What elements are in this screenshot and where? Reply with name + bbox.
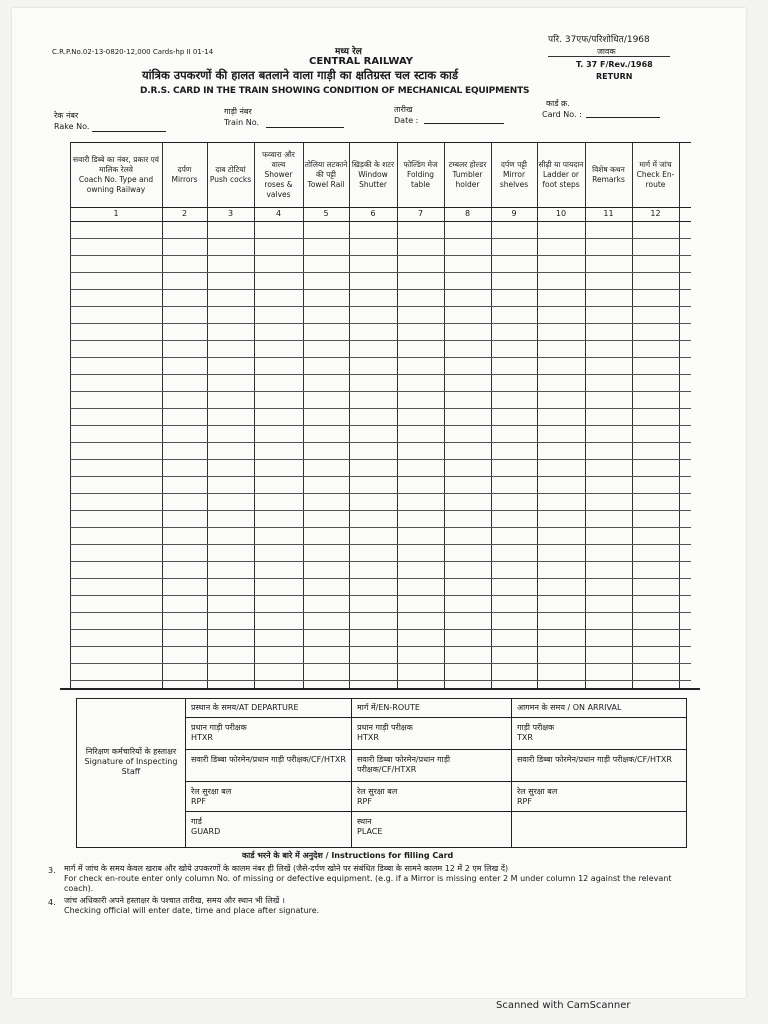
col-number-4: 4: [275, 209, 282, 218]
col-header-mirrors: दर्पण Mirrors: [171, 165, 198, 184]
return-hindi: जावक: [597, 47, 616, 56]
railway-english: CENTRAL RAILWAY: [309, 56, 414, 67]
equipment-table: [70, 142, 691, 689]
arrival-cf[interactable]: सवारी डिब्बा फोरमेन/प्रधान गाड़ी परीक्षक/CF/HTXR: [517, 755, 672, 764]
enroute-htxr[interactable]: प्रधान गाड़ी परीक्षक HTXR: [357, 723, 413, 742]
card-number-field[interactable]: [586, 108, 660, 118]
col-number-11: 11: [603, 209, 614, 218]
instruction-4: जांच अधिकारी अपने हस्ताक्षर के पश्चात तारीख, समय और स्थान भी लिखें । Checking official will enter date, time and place after signature.: [64, 896, 320, 915]
instruction-3: मार्ग में जांच के समय केवल खराब और खोये उपकरणों के कालम नंबर ही लिखें (जैसे-दर्पण खोने पर संबंधित डिब्बा के सामने कालम 12 में 2 एम लिख दें) For check en-route enter only column No. of missing or defective equipment. (e.g. if a Mirror is missing enter 2 M under column 12 against the relevant coach).: [64, 864, 672, 893]
col-number-6: 6: [370, 209, 376, 218]
departure-guard[interactable]: गार्ड GUARD: [191, 817, 221, 836]
instruction-4-number: 4.: [48, 898, 56, 907]
signature-box: [76, 698, 687, 848]
col-number-12: 12: [650, 209, 661, 218]
col-number-2: 2: [181, 209, 188, 218]
rake-number-field[interactable]: [92, 122, 166, 132]
date-field[interactable]: [424, 114, 504, 124]
col-number-9: 9: [511, 209, 517, 218]
col-header-push-cocks: दाब टोटियां Push cocks: [209, 165, 252, 184]
departure-rpf[interactable]: रेल सुरक्षा बल RPF: [191, 787, 232, 806]
railway-hindi: मध्य रेल: [335, 47, 362, 57]
departure-htxr[interactable]: प्रधान गाड़ी परीक्षक HTXR: [191, 723, 247, 742]
scanner-watermark: Scanned with CamScanner: [496, 1000, 631, 1011]
train-number-field[interactable]: [266, 118, 344, 128]
title-english: D.R.S. CARD IN THE TRAIN SHOWING CONDITION OF MECHANICAL EQUIPMENTS: [140, 86, 530, 96]
col-header-towel-rail: तोलिया लटकाने की पट्टी Towel Rail: [304, 160, 348, 189]
departure-title: प्रस्थान के समय/AT DEPARTURE: [191, 703, 299, 712]
col-number-1: 1: [113, 209, 119, 218]
col-header-ladder: सीढ़ी या पायदान Ladder or foot steps: [538, 160, 584, 189]
instructions-heading: कार्ड भरने के बारे में अनुदेश / Instructions for filling Card: [242, 851, 454, 860]
departure-cf[interactable]: सवारी डिब्बा फोरमेन/प्रधान गाड़ी परीक्षक/CF/HTXR: [191, 755, 346, 764]
col-header-folding-table: फोल्डिंग मेज Folding table: [403, 160, 438, 189]
enroute-place[interactable]: स्थान PLACE: [357, 817, 383, 836]
section-divider: [60, 688, 700, 690]
col-number-5: 5: [323, 209, 329, 218]
print-reference: C.R.P.No.02-13-0820-12,000 Cards-hp II 01-14: [52, 48, 214, 56]
form-sheet: [12, 8, 746, 998]
arrival-txr[interactable]: गाड़ी परीक्षक TXR: [517, 723, 555, 742]
col-header-window-shutter: खिड़की के शटर Window Shutter: [351, 160, 395, 189]
return-label: RETURN: [596, 72, 633, 81]
instruction-3-number: 3.: [48, 866, 56, 875]
date-hindi: तारीख: [394, 105, 413, 114]
card-hindi: कार्ड क्र.: [546, 99, 570, 108]
revision-divider: [548, 56, 670, 57]
col-header-shower: फव्वारा और वाल्व Shower roses & valves: [262, 150, 295, 199]
enroute-title: मार्ग में/EN-ROUTE: [357, 703, 420, 712]
title-hindi: यांत्रिक उपकरणों की हालत बतलाने वाला गाड़ी का क्षतिग्रस्त चल स्टाक कार्ड: [142, 68, 459, 82]
train-hindi: गाड़ी नंबर: [224, 107, 252, 116]
signature-label: निरिक्षण कर्मचारियों के हस्ताक्षर Signature of Inspecting Staff: [84, 747, 178, 776]
col-number-3: 3: [227, 209, 234, 218]
enroute-cf[interactable]: सवारी डिब्बा फोरमेन/प्रधान गाड़ी परीक्षक/CF/HTXR: [357, 755, 451, 774]
rake-label: Rake No.: [54, 122, 90, 131]
col-header-tumbler-holder: टम्बलर होल्डर Tumbler holder: [448, 160, 487, 189]
form-code: T. 37 F/Rev./1968: [576, 60, 653, 69]
col-header-remarks: विशेष कथन Remarks: [592, 165, 625, 184]
arrival-title: आगमन के समय / ON ARRIVAL: [517, 703, 622, 712]
col-number-8: 8: [464, 209, 471, 218]
rake-hindi: रेक नंबर: [54, 111, 79, 120]
col-header-check-enroute: मार्ग में जांच Check En-route: [636, 160, 675, 189]
col-number-7: 7: [417, 209, 424, 218]
arrival-rpf[interactable]: रेल सुरक्षा बल RPF: [517, 787, 558, 806]
col-header-mirror-shelves: दर्पण पट्टी Mirror shelves: [499, 160, 529, 189]
revision-hindi: परि. 37एफ/परिशोधित/1968: [548, 35, 650, 45]
date-label: Date :: [394, 116, 419, 125]
train-label: Train No.: [224, 118, 260, 127]
enroute-rpf[interactable]: रेल सुरक्षा बल RPF: [357, 787, 398, 806]
card-label: Card No. :: [542, 110, 582, 119]
col-header-coach: सवारी डिब्बे का नंबर, प्रकार एवं मालिक रेलवे Coach No. Type and owning Railway: [73, 155, 159, 194]
col-number-10: 10: [555, 209, 567, 218]
